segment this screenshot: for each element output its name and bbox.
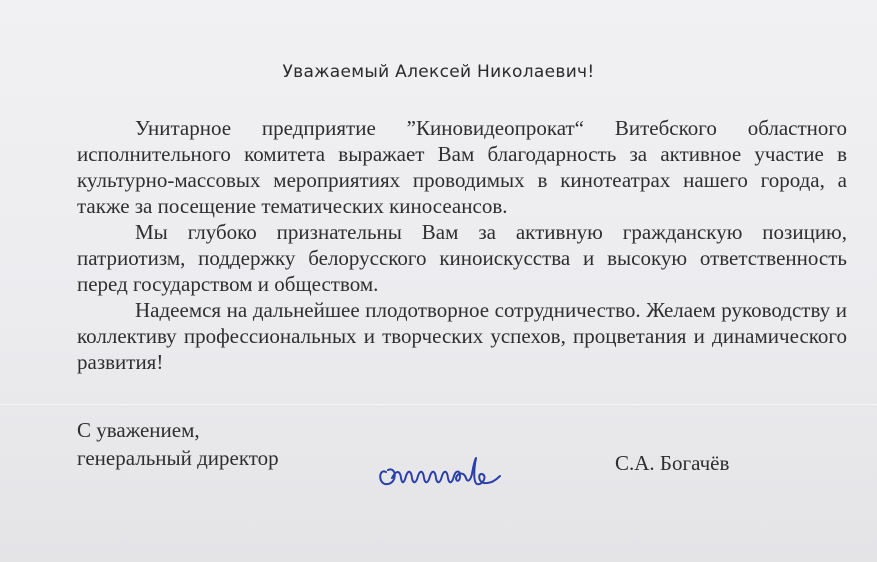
signer-title: генеральный директор [77,446,279,470]
paragraph-wishes: Надеемся на дальнейшее плодотворное сотрудничество. Желаем руководству и коллективу профессиональных и творческих успехов, процветания и динамического развития! [77,298,847,374]
closing-salutation: С уважением, [77,418,200,442]
letter-closing [77,416,279,472]
paragraph-recognition: Мы глубоко признательны Вам за активную гражданскую позицию, патриотизм, поддержку белорусского киноискусства и высокую ответственность перед государством и обществом. [77,220,847,296]
handwritten-signature [374,448,514,496]
letter-body [77,115,847,375]
paper-fold-line [0,404,877,407]
paragraph-gratitude: Унитарное предприятие ”Киновидеопрокат“ Витебского областного исполнительного комитета выражает Вам благодарность за активное участие в культурно-массовых мероприятиях проводимых в кинотеатрах нашего города, а также за посещение тематических киносеансов. [77,116,847,218]
signer-name: С.А. Богачёв [615,451,730,475]
letter-greeting: Уважаемый Алексей Николаевич! [282,62,595,82]
